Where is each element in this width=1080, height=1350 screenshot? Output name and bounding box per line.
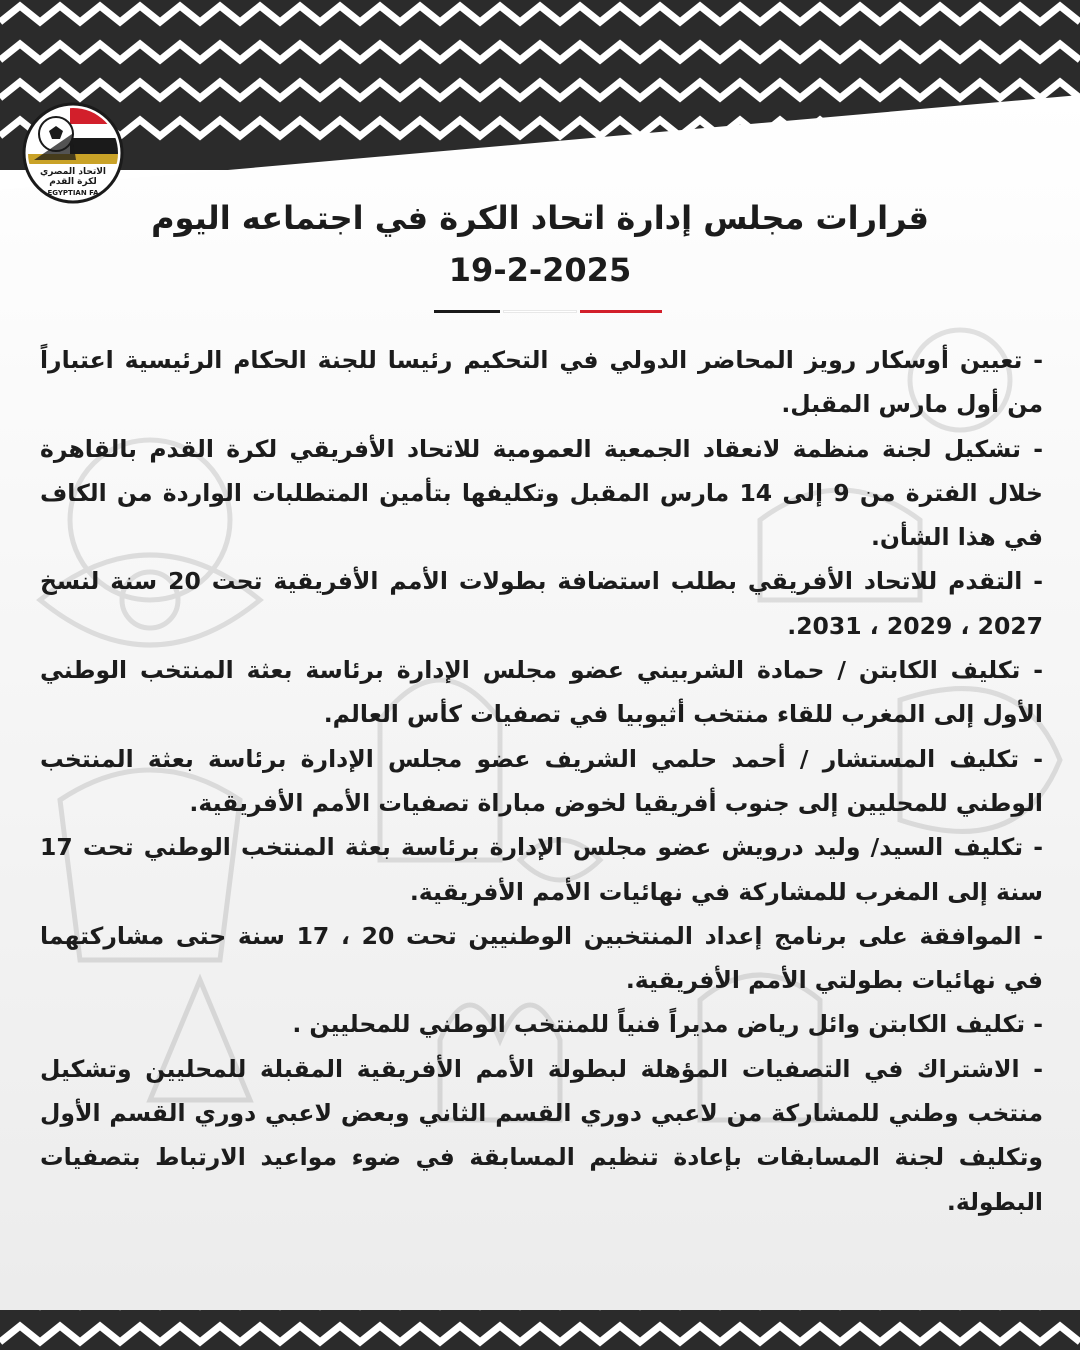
decision-item: - تكليف الكابتن وائل رياض مديراً فنياً للمنتخب الوطني للمحليين . <box>292 1010 1043 1039</box>
egyptian-fa-logo-icon <box>22 102 124 204</box>
logo-arabic-line-2: لكرة القدم <box>49 177 97 187</box>
decision-item: - تكليف الكابتن / حمادة الشربيني عضو مجلس الإدارة برئاسة بعثة المنتخب الوطني الأول إلى المغرب للقاء منتخب أثيوبيا في تصفيات كأس العالم. <box>40 656 1043 729</box>
divider-red <box>580 310 662 313</box>
title-date: 19-2-2025 <box>448 251 632 289</box>
logo-arabic-line-1: الاتحاد المصري <box>40 167 106 177</box>
logo-english-text: EGYPTIAN FA <box>47 189 99 197</box>
title-text: قرارات مجلس إدارة اتحاد الكرة في اجتماعه اليوم <box>151 199 929 237</box>
page-title <box>140 192 940 296</box>
decision-item: - الاشتراك في التصفيات المؤهلة لبطولة الأمم الأفريقية المقبلة للمحليين وتشكيل منتخب وطني للمشاركة من لاعبي دوري القسم الثاني وبعض لاعبي دوري القسم الأول وتكليف لجنة المسابقات بإعادة تنظيم المسابقة في ضوء مواعيد الارتباط بتصفيات البطولة. <box>40 1054 1043 1216</box>
decision-item: - تعيين أوسكار رويز المحاضر الدولي في التحكيم رئيسا للجنة الحكام الرئيسية اعتباراً من أول مارس المقبل. <box>40 346 1043 419</box>
decision-item: - تشكيل لجنة منظمة لانعقاد الجمعية العمومية للاتحاد الأفريقي لكرة القدم بالقاهرة خلال الفترة من 9 إلى 14 مارس المقبل وتكليفها بتأمين المتطلبات الواردة من الكاف في هذا الشأن. <box>40 434 1043 552</box>
decisions-list <box>40 338 1043 1224</box>
divider-white <box>503 310 577 313</box>
decision-item: - تكليف السيد/ وليد درويش عضو مجلس الإدارة برئاسة بعثة المنتخب الوطني تحت 17 سنة إلى المغرب للمشاركة في نهائيات الأمم الأفريقية. <box>40 833 1043 906</box>
decision-item: - التقدم للاتحاد الأفريقي بطلب استضافة بطولات الأمم الأفريقية تحت 20 سنة لنسخ 2027 ، 2029 ، 2031. <box>40 567 1043 640</box>
decision-item: - الموافقة على برنامج إعداد المنتخبين الوطنيين تحت 20 ، 17 سنة حتى مشاركتهما في نهائيات بطولتي الأمم الأفريقية. <box>40 921 1043 995</box>
decision-item: - تكليف المستشار / أحمد حلمي الشريف عضو مجلس الإدارة برئاسة بعثة المنتخب الوطني للمحليين إلى جنوب أفريقيا لخوض مباراة تصفيات الأمم الأفريقية. <box>40 744 1043 817</box>
divider-black <box>434 310 500 313</box>
